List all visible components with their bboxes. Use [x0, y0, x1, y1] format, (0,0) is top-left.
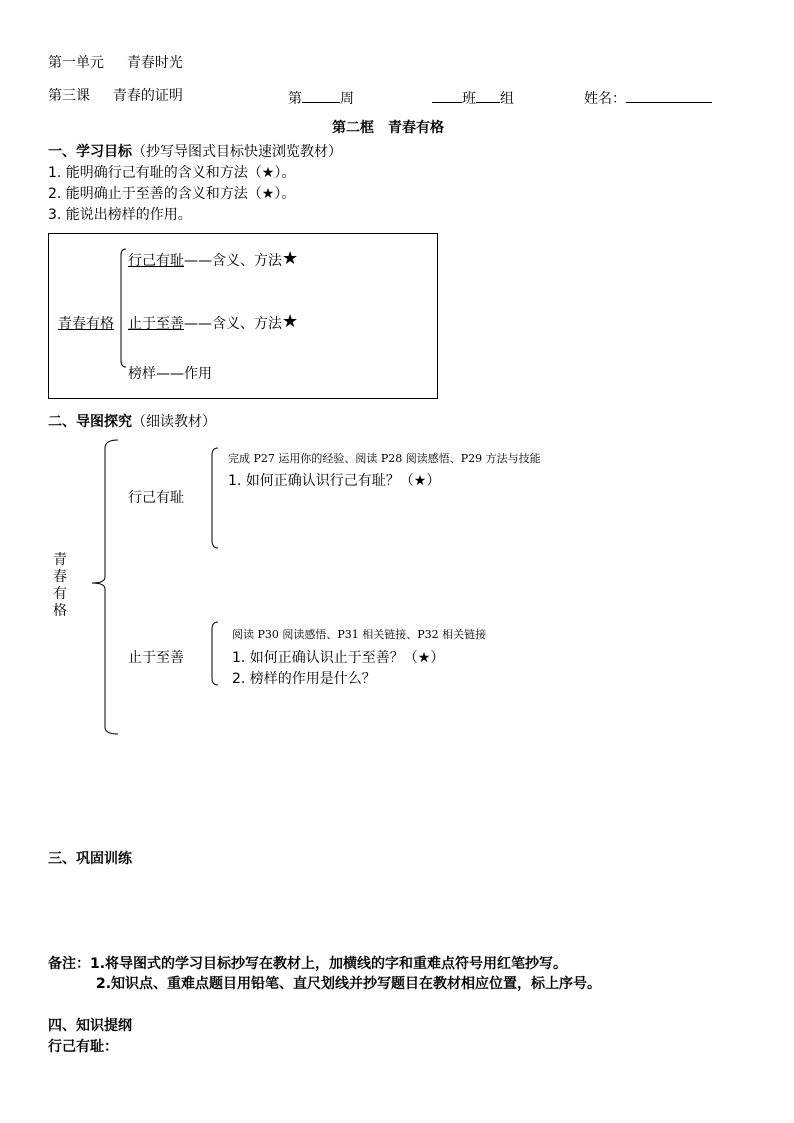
unit-title: 青春时光 [126, 55, 183, 71]
star-icon: ★ [282, 311, 299, 332]
explore-branch-1-question: 1. 如何正确认识行己有耻？（★） [228, 473, 441, 489]
mindmap-branch-2: 止于至善——含义、方法★ [128, 311, 299, 332]
objective-item: 3. 能说出榜样的作用。 [48, 207, 192, 223]
star-icon: ★ [282, 248, 299, 269]
explore-note: （细读教材） [132, 414, 216, 430]
lesson-title: 青春的证明 [112, 88, 183, 104]
explore-branch-2-label: 止于至善 [128, 650, 184, 666]
week-field: 第 周 [288, 88, 354, 108]
practice-heading: 三、巩固训练 [48, 851, 132, 867]
mindmap-branch-1: 行己有耻——含义、方法★ [128, 248, 299, 269]
objectives-heading: 一、学习目标 [48, 144, 132, 160]
objective-item: 2. 能明确止于至善的含义和方法（★）。 [48, 186, 296, 202]
unit-label: 第一单元 [48, 55, 104, 71]
mindmap-root: 青春有格 [58, 316, 114, 332]
explore-heading: 二、导图探究 [48, 414, 132, 430]
explore-branch-2-question-1: 1. 如何正确认识止于至善？（★） [232, 650, 445, 666]
remarks-line-2: 2.知识点、重难点题目用铅笔、直尺划线并抄写题目在教材相应位置，标上序号。 [96, 976, 602, 992]
name-field: 姓名： [584, 88, 712, 108]
outline-heading: 四、知识提纲 [48, 1018, 132, 1034]
section-title: 第二框 青春有格 [332, 120, 444, 136]
explore-branch-1-label: 行己有耻 [128, 490, 184, 506]
explore-heading-line [48, 414, 216, 431]
remarks-line-1: 备注：1.将导图式的学习目标抄写在教材上，加横线的字和重难点符号用红笔抄写。 [48, 956, 568, 972]
class-field: 班 组 [432, 88, 514, 108]
explore-branch-1-hint: 完成 P27 运用你的经验、阅读 P28 阅读感悟、P29 方法与技能 [228, 452, 541, 465]
explore-branch-2-hint: 阅读 P30 阅读感悟、P31 相关链接、P32 相关链接 [232, 628, 487, 641]
outline-item-1: 行己有耻： [48, 1039, 118, 1055]
objective-item: 1. 能明确行己有耻的含义和方法（★）。 [48, 165, 296, 181]
explore-root-vertical: 青春有格 [53, 552, 67, 619]
mindmap-branch-3: 榜样——作用 [128, 366, 212, 382]
explore-branch-2-question-2: 2. 榜样的作用是什么？ [232, 671, 376, 687]
lesson-label: 第三课 [48, 88, 90, 104]
objectives-note: （抄写导图式目标快速浏览教材） [132, 144, 342, 160]
